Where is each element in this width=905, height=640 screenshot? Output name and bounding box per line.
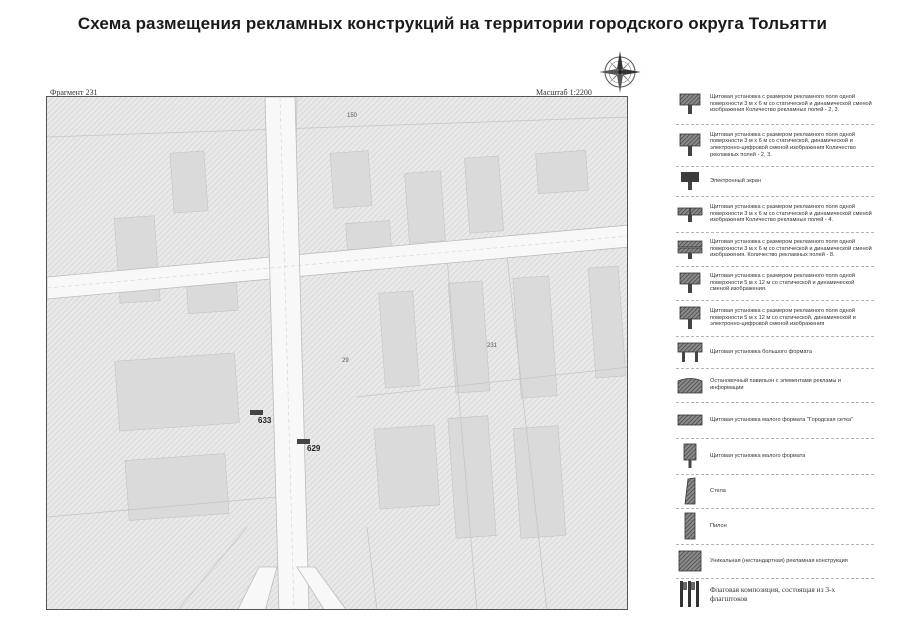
billboard-3x6-eight-fields-icon <box>677 239 703 259</box>
legend-item: Щитовая установка с размером рекламного поля одной поверхности 5 м х 12 м со статической, динамической и электронно-цифровой сменой изображения <box>676 300 874 337</box>
legend-item: Стела <box>676 474 874 509</box>
flag-composition-icon <box>678 580 702 608</box>
marker-label-629: 629 <box>307 444 321 453</box>
legend-item: Щитовая установка с размером рекламного поля одной поверхности 3 м х 6 м со статической, динамической и электронно-цифровой сменой изображения Количество рекламных полей - 2, 3. <box>676 124 874 167</box>
billboard-3x6-static-dynamic-icon <box>678 93 702 115</box>
billboard-marker-icon <box>250 410 263 415</box>
small-format-billboard-icon <box>680 443 700 469</box>
legend-item: Остановочный павильон с элементами рекламы и информации <box>676 368 874 403</box>
map-frame[interactable] <box>46 96 628 610</box>
billboard-3x6-four-fields-icon <box>677 205 703 223</box>
legend-item: Щитовая установка малого формата <box>676 438 874 475</box>
pylon-icon <box>680 512 700 540</box>
fragment-label: Фрагмент 231 <box>50 88 98 97</box>
house-number-150: 150 <box>347 113 358 119</box>
unique-construction-icon <box>677 550 703 572</box>
legend-item: Щитовая установка малого формата "Городская сетка" <box>676 402 874 439</box>
electronic-screen-icon <box>678 171 702 191</box>
house-number-231: 231 <box>487 343 498 349</box>
legend-item: Уникальная (нестандартная) рекламная конструкция <box>676 544 874 579</box>
legend-item: Щитовая установка с размером рекламного поля одной поверхности 3 м х 6 м со статической и динамической сменой изображения. Количество рекламных полей - 8. <box>676 232 874 267</box>
map-canvas[interactable] <box>47 97 628 610</box>
city-format-icon <box>677 413 703 427</box>
billboard-5x12-digital-icon <box>678 306 702 330</box>
billboard-3x6-digital-icon <box>678 133 702 157</box>
legend-item: Щитовая установка с размером рекламного поля одной поверхности 3 м х 6 м со статической и динамической сменой изображения Количество рекламных полей - 4. <box>676 196 874 233</box>
legend-item: Щитовая установка с размером рекламного поля одной поверхности 5 м х 12 м со статической и динамической сменой изображения. <box>676 266 874 301</box>
scale-label: Масштаб 1:2200 <box>536 88 592 97</box>
legend-item: Пилон <box>676 508 874 545</box>
marker-label-633: 633 <box>258 416 272 425</box>
compass-rose-icon <box>598 50 642 94</box>
legend-item: Флаговая композиция, состоящая из 3-х флагштоков <box>676 578 874 610</box>
page-title: Схема размещения рекламных конструкций на территории городского округа Тольятти <box>77 14 828 33</box>
legend-item: Щитовая установка с размером рекламного поля одной поверхности 3 м х 6 м со статической и динамической сменой изображения Количество рекламных полей - 2, 3. <box>676 84 874 125</box>
large-format-billboard-icon <box>677 341 703 363</box>
legend-item: Электронный экран <box>676 166 874 197</box>
pavilion-icon <box>677 376 703 394</box>
billboard-5x12-static-icon <box>678 272 702 294</box>
stele-icon <box>680 477 700 505</box>
house-number-29: 29 <box>342 358 349 364</box>
legend-item: Щитовая установка большого формата <box>676 336 874 369</box>
